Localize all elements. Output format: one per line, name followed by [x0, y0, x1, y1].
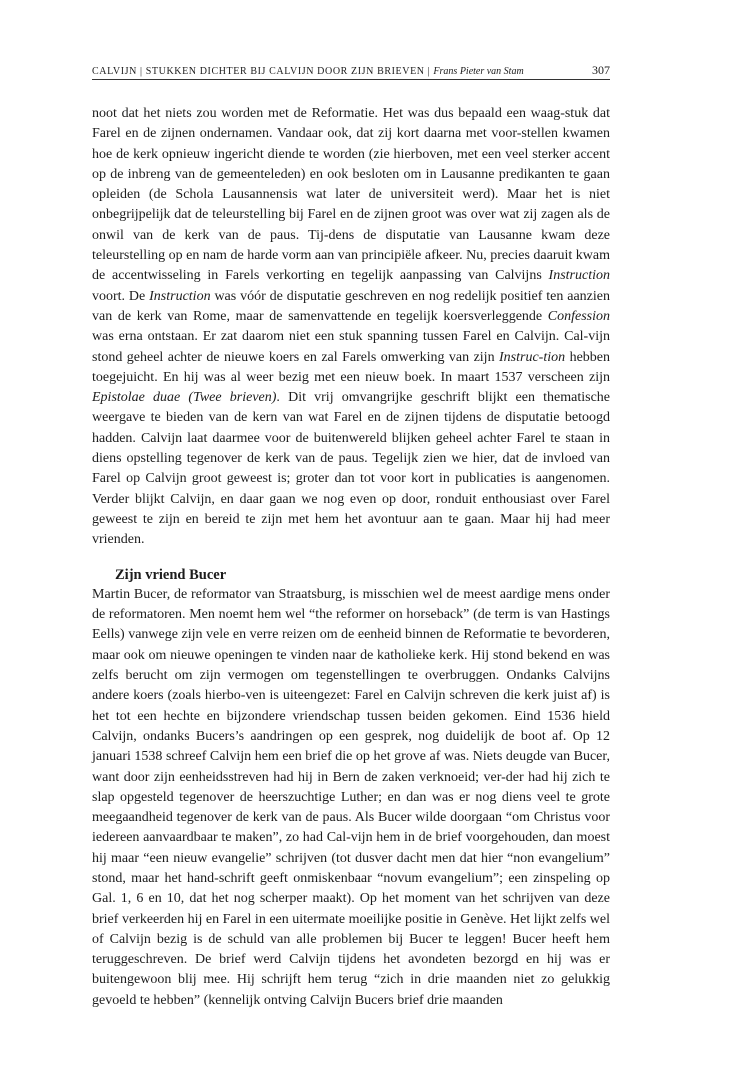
paragraph-1: noot dat het niets zou worden met de Reformatie. Het was dus bepaald een waag-stuk dat Farel en de zijnen ondernamen. Vandaar ook, dat zij kort daarna met voor-stellen kwamen hoe de kerk opnieuw ingericht diende te worden (zie hierboven, met een veel sterker accent op de inbreng van de gemeenteleden) en ook besloten om in Lausanne predikanten te gaan opleiden (de Schola Lausannensis wat later de universiteit werd). Maar het is niet onbegrijpelijk dat de teleurstelling bij Farel en de zijnen groot was over wat zij zagen als de onwil van de kerk van de paus. Tij-dens de disputatie van Lausanne kwam deze teleurstelling op en nam de harde vorm aan van principiële afkeer. Nu, precies daaruit kwam de accentwisseling in Farels verkorting en tegelijk aanpassing van Calvijns Instruction voort. De Instruction was vóór de disputatie geschreven en nog redelijk positief ten aanzien van de kerk van Rome, maar de samenvattende en tegelijk koersverleggende Confession was erna ontstaan. Er zat daarom niet een stuk spanning tussen Farel en Calvijn. Cal-vijn stond geheel achter de nieuwe koers en zal Farels omwerking van zijn Instruc-tion hebben toegejuicht. En hij was al weer bezig met een nieuw boek. In maart 1537 verscheen zijn Epistolae duae (Twee brieven). Dit vrij omvangrijke geschrift blijkt een thematische weergave te bieden van de kern van wat Farel en de zijnen tijdens de disputatie betoogd hadden. Calvijn laat daarmee voor de buitenwereld blijken geheel achter Farel te staan in diens opstelling tegenover de kerk van de paus. Tegelijk zien we hier, dat de invloed van Farel op Calvijn groot geweest is; groter dan tot voor kort in publicaties is aangenomen. Verder blijkt Calvijn, en daar gaan we nog even op door, ronduit enthousiast over Farel geweest te zijn en bereid te zijn met hem het avontuur aan te gaan. Maar hij had meer vrienden.: [92, 106, 610, 548]
running-header-title: CALVIJN | STUKKEN DICHTER BIJ CALVIJN DOOR ZIJN BRIEVEN | Frans Pieter van Stam: [92, 66, 524, 77]
header-rule: [92, 79, 610, 80]
section-heading: Zijn vriend Bucer: [115, 566, 227, 583]
running-header: [92, 63, 610, 78]
page-number: 307: [592, 63, 610, 77]
running-header-author: Frans Pieter van Stam: [433, 66, 524, 77]
main-text: [92, 104, 610, 1011]
paragraph-2: Martin Bucer, de reformator van Straatsburg, is misschien wel de meest aardige mens onder de reformatoren. Men noemt hem wel “the reformer on horseback” (de term is van Hastings Eells) vanwege zijn vele en verre reizen om de eenheid binnen de Reformatie te bevorderen, maar ook om nieuwe openingen te vinden naar de katholieke kerk. Hij stond bekend en was zelfs berucht om zijn vermogen om tegenstellingen te overbruggen. Ondanks Calvijns andere koers (zoals hierbo-ven is uiteengezet: Farel en Calvijn schreven die kerk juist af) is het tot een hechte en bijzondere vriendschap tussen beiden gekomen. Eind 1536 hield Calvijn, ondanks Bucers’s aandringen op een gesprek, nog duidelijk de boot af. Op 12 januari 1538 schreef Calvijn hem een brief die op het grove af was. Niets deugde van Bucer, want door zijn eenheidsstreven had hij in Bern de zaken verknoeid; ver-der had hij zich te slap opgesteld tegenover de heerszuchtige Luther; en dan was er nog diens veel te grote meegaandheid tegenover de kerk van de paus. Als Bucer wilde doorgaan “om Christus voor iedereen aanvaardbaar te maken”, zo had Cal-vijn hem in de brief voorgehouden, dan moest hij maar “een nieuw evangelie” schrijven (tot dusver dacht men dat hier “non evangelium” stond, maar het hand-schrift geeft onmiskenbaar “novum evangelium”; een zinspeling op Gal. 1, 6 en 10, dat het nog scherper maakt). Op het moment van het schrijven van deze brief verkeerden hij en Farel in een uitermate moeilijke positie in Genève. Het lijkt zelfs wel of Calvijn bezig is de schuld van alle problemen bij Bucer te leggen! Bucer heeft hem teruggeschreven. De brief werd Calvijn tijdens het avondeten bezorgd en hij was er buitengewoon blij mee. Hij schrijft hem terug “zich in drie maanden niet zo gelukkig gevoeld te hebben” (kennelijk ontving Calvijn Bucers brief drie maanden: [92, 586, 610, 1008]
